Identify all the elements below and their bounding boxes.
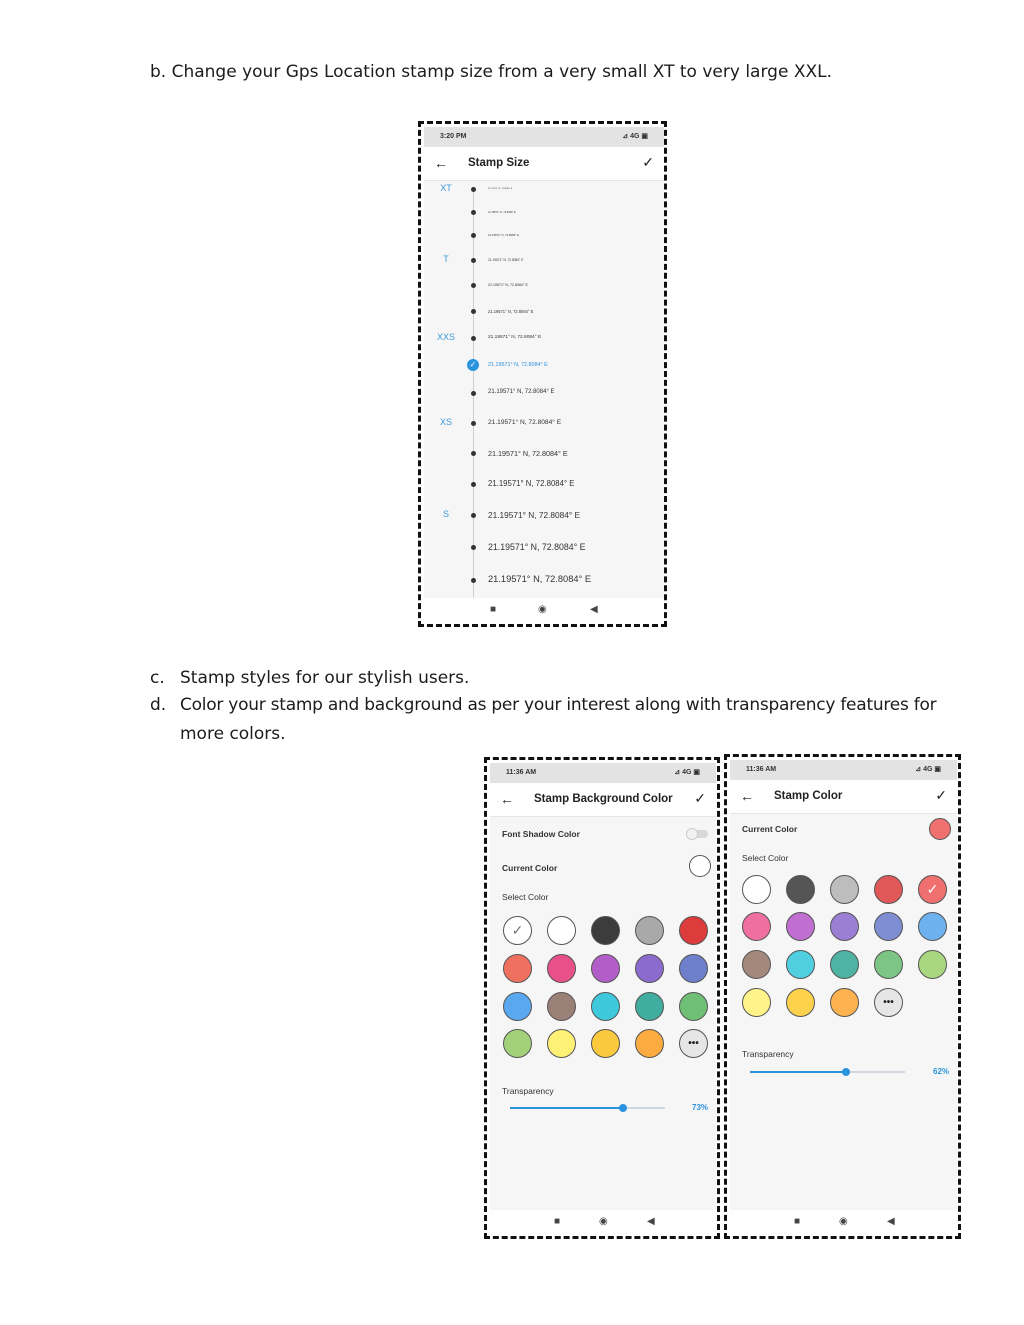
color-swatch[interactable] <box>742 988 771 1017</box>
size-option-row[interactable] <box>424 505 664 525</box>
font-shadow-toggle[interactable] <box>688 830 708 838</box>
size-dot <box>471 513 476 518</box>
stamp-size-screen <box>424 127 664 624</box>
size-dot <box>471 336 476 341</box>
size-option-row[interactable] <box>424 250 664 270</box>
color-swatch[interactable] <box>635 954 664 983</box>
toggle-knob <box>686 828 698 840</box>
transparency-slider[interactable] <box>750 1071 905 1073</box>
recent-apps-icon[interactable]: ■ <box>490 604 497 615</box>
size-label: XT <box>440 183 452 193</box>
size-option-row[interactable] <box>424 537 664 557</box>
color-swatch[interactable] <box>591 916 620 945</box>
toolbar <box>730 780 957 814</box>
color-swatch[interactable] <box>830 950 859 979</box>
color-swatch[interactable] <box>830 912 859 941</box>
color-swatch-selected[interactable]: ✓ <box>918 875 947 904</box>
status-bar <box>490 763 716 783</box>
back-arrow-icon[interactable]: ← <box>740 788 754 804</box>
color-swatch[interactable] <box>635 992 664 1021</box>
size-option-row[interactable] <box>424 328 664 348</box>
size-option-row[interactable] <box>424 413 664 433</box>
color-swatch[interactable] <box>591 992 620 1021</box>
back-arrow-icon[interactable]: ← <box>500 791 514 807</box>
current-color-label: Current Color <box>502 863 558 873</box>
background-color-screen <box>490 763 716 1236</box>
list-item-text-line-1: Color your stamp and background as per your interest along with transparency features for <box>180 695 937 715</box>
color-swatch[interactable] <box>503 954 532 983</box>
size-option-row[interactable] <box>424 570 664 590</box>
size-label: S <box>442 509 449 519</box>
color-swatch[interactable] <box>786 875 815 904</box>
transparency-slider[interactable] <box>510 1107 665 1109</box>
stamp-preview-text: 21.19571° N, 72.8084° E <box>488 210 516 214</box>
size-option-row[interactable] <box>424 383 664 403</box>
color-swatch[interactable] <box>635 1029 664 1058</box>
color-swatch-transparent[interactable]: ✓ <box>503 916 532 945</box>
list-item-text-line-2: more colors. <box>180 724 286 744</box>
slider-fill <box>750 1071 846 1073</box>
color-swatch[interactable] <box>679 954 708 983</box>
stamp-preview-text: 21.19571° N, 72.8084° E <box>488 282 528 287</box>
back-nav-icon[interactable]: ◀ <box>647 1216 655 1227</box>
list-item-text: Stamp styles for our stylish users. <box>180 668 470 688</box>
back-nav-icon[interactable]: ◀ <box>887 1216 895 1227</box>
size-dot <box>471 545 476 550</box>
nav-bar <box>490 1210 716 1236</box>
color-swatch[interactable] <box>742 912 771 941</box>
back-nav-icon[interactable]: ◀ <box>590 604 598 615</box>
size-option-row[interactable] <box>424 179 664 199</box>
color-swatch[interactable] <box>547 954 576 983</box>
transparency-percent: 62% <box>933 1067 950 1076</box>
signal-icon: ⊿ 4G ▣ <box>674 769 700 776</box>
status-bar <box>730 760 957 780</box>
size-option-row[interactable] <box>424 202 664 222</box>
color-swatch[interactable] <box>679 916 708 945</box>
select-color-label: Select Color <box>742 853 789 863</box>
stamp-preview-text: 21.19571° N, 72.8084° E <box>488 479 575 489</box>
size-dot <box>471 578 476 583</box>
instruction-b: b. Change your Gps Location stamp size from a very small XT to very large XXL. <box>150 62 832 82</box>
nav-bar <box>424 598 664 624</box>
color-swatch[interactable] <box>591 954 620 983</box>
size-option-row[interactable] <box>424 474 664 494</box>
nav-bar <box>730 1210 957 1236</box>
page-title: Stamp Color <box>774 790 843 802</box>
size-dot <box>471 258 476 263</box>
status-time: 11:36 AM <box>506 769 537 776</box>
slider-fill <box>510 1107 623 1109</box>
current-color-swatch <box>929 818 951 840</box>
toolbar <box>424 147 664 181</box>
size-dot <box>471 482 476 487</box>
current-color-label: Current Color <box>742 824 798 834</box>
back-arrow-icon[interactable]: ← <box>434 155 448 171</box>
size-option-row[interactable] <box>424 443 664 463</box>
color-swatch[interactable] <box>635 916 664 945</box>
color-swatch[interactable] <box>547 992 576 1021</box>
status-time: 3:20 PM <box>440 133 467 140</box>
recent-apps-icon[interactable]: ■ <box>554 1216 561 1227</box>
stamp-size-frame <box>418 121 667 627</box>
transparency-percent: 73% <box>692 1103 709 1112</box>
size-label: XS <box>439 417 452 427</box>
stamp-preview-text: 21.19571° N, 72.8084° E <box>488 510 580 521</box>
color-swatch[interactable] <box>786 912 815 941</box>
size-dot <box>471 421 476 426</box>
recent-apps-icon[interactable]: ■ <box>794 1216 801 1227</box>
page-title: Stamp Size <box>468 157 530 169</box>
color-swatch[interactable] <box>830 988 859 1017</box>
confirm-check-icon[interactable]: ✓ <box>694 790 706 806</box>
toolbar <box>490 783 716 817</box>
color-swatch[interactable] <box>786 988 815 1017</box>
signal-icon: ⊿ 4G ▣ <box>915 766 941 773</box>
stamp-preview-text: 21.19571° N, 72.8084° E <box>488 448 568 458</box>
current-color-swatch <box>689 855 711 877</box>
confirm-check-icon[interactable]: ✓ <box>935 787 947 803</box>
list-marker: d. <box>150 695 167 715</box>
color-swatch[interactable] <box>874 912 903 941</box>
confirm-check-icon[interactable]: ✓ <box>642 154 654 170</box>
stamp-preview-text: 21.19571° N, 72.8084° E <box>488 541 586 552</box>
list-item-c <box>150 664 970 694</box>
size-dot <box>471 210 476 215</box>
background-color-frame <box>484 757 720 1239</box>
slider-thumb[interactable] <box>619 1104 627 1112</box>
more-colors-icon[interactable]: ••• <box>874 988 903 1017</box>
color-swatch[interactable] <box>503 992 532 1021</box>
list-marker: c. <box>150 668 165 688</box>
color-swatch[interactable] <box>679 992 708 1021</box>
color-swatch[interactable] <box>918 950 947 979</box>
home-icon[interactable]: ◉ <box>538 604 547 615</box>
color-swatch[interactable] <box>874 875 903 904</box>
size-label: T <box>443 254 449 264</box>
color-swatch[interactable] <box>874 950 903 979</box>
slider-thumb[interactable] <box>842 1068 850 1076</box>
list-item-d <box>150 691 980 751</box>
color-swatch[interactable] <box>742 950 771 979</box>
stamp-preview-text: 21.19571° N, 72.8084° E <box>488 574 592 585</box>
stamp-preview-text: 21.19571° N, 72.8084° E <box>488 308 534 314</box>
stamp-preview-text: 21.19571° N, 72.8084° E <box>488 233 520 238</box>
color-swatch[interactable] <box>547 1029 576 1058</box>
selected-check-icon: ✓ <box>467 359 479 371</box>
stamp-preview-text: 21.19571° N, 72.8084° E <box>488 389 555 396</box>
home-icon[interactable]: ◉ <box>839 1216 848 1227</box>
size-option-row[interactable] <box>424 225 664 245</box>
size-dot <box>471 283 476 288</box>
select-color-label: Select Color <box>502 892 549 902</box>
size-label: XXS <box>436 332 455 342</box>
stamp-color-frame <box>724 754 961 1239</box>
home-icon[interactable]: ◉ <box>599 1216 608 1227</box>
page-title: Stamp Background Color <box>534 793 673 805</box>
color-swatch[interactable] <box>547 916 576 945</box>
status-bar <box>424 127 664 147</box>
transparency-label: Transparency <box>502 1086 554 1096</box>
size-dot <box>471 391 476 396</box>
stamp-preview-text: 21.19571° N, 72.8084° E <box>488 419 562 427</box>
color-swatch[interactable] <box>830 875 859 904</box>
size-dot <box>471 309 476 314</box>
size-option-row[interactable] <box>424 275 664 295</box>
stamp-preview-text: 21.19571° N, 72.8084° E <box>488 361 548 368</box>
font-shadow-label: Font Shadow Color <box>502 829 580 839</box>
stamp-preview-text: 21.19571° N, 72.8084° E <box>488 258 524 263</box>
transparency-label: Transparency <box>742 1049 794 1059</box>
size-option-row[interactable] <box>424 355 664 375</box>
color-swatch[interactable] <box>591 1029 620 1058</box>
color-swatch[interactable] <box>918 912 947 941</box>
status-time: 11:36 AM <box>746 766 777 773</box>
signal-icon: ⊿ 4G ▣ <box>622 133 648 140</box>
color-swatch[interactable] <box>786 950 815 979</box>
size-dot <box>471 451 476 456</box>
size-dot <box>471 187 476 192</box>
stamp-preview-text: 21.19571° N, 72.8084° E <box>488 335 542 341</box>
color-swatch[interactable] <box>503 1029 532 1058</box>
more-colors-icon[interactable]: ••• <box>679 1029 708 1058</box>
stamp-preview-text: 21.19571° N, 72.8084° E <box>488 187 513 190</box>
color-swatch[interactable] <box>742 875 771 904</box>
size-dot <box>471 233 476 238</box>
stamp-color-screen <box>730 760 957 1236</box>
size-option-row[interactable] <box>424 301 664 321</box>
